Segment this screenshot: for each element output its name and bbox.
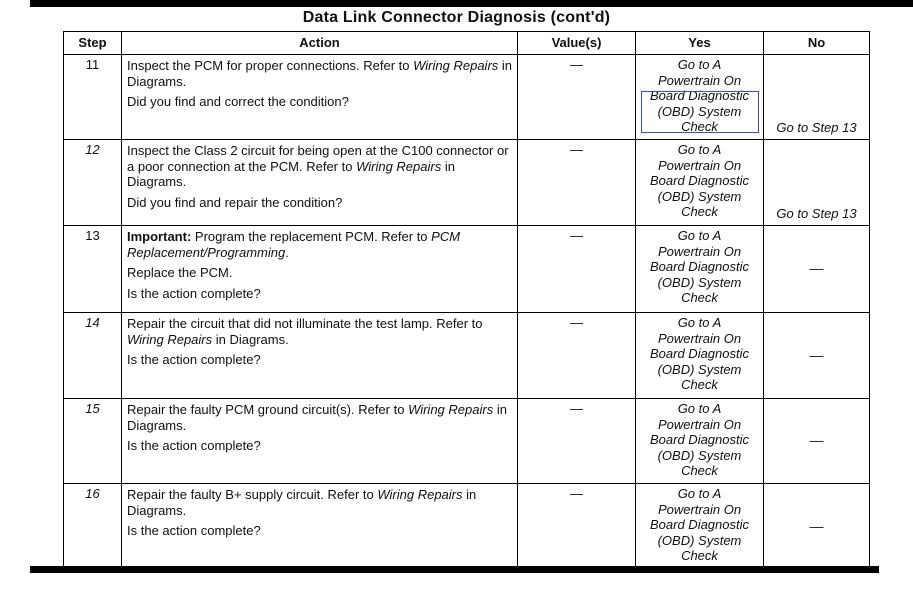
step-number-cell: 13 (64, 226, 122, 313)
action-cell (122, 55, 518, 140)
go-to-reference-line: Powertrain On (657, 72, 742, 88)
diagnosis-table-body (64, 55, 870, 570)
action-text: in Diagrams. (127, 158, 455, 189)
action-text: Is the action complete? (127, 285, 261, 301)
step-number-cell: 16 (64, 484, 122, 570)
action-paragraph (127, 523, 512, 539)
value-cell: — (518, 399, 636, 484)
step-number-cell: 14 (64, 313, 122, 399)
step-number-cell: 11 (64, 55, 122, 140)
action-text: Wiring Repairs (356, 158, 442, 174)
value-cell: — (518, 484, 636, 570)
table-header-row (64, 32, 870, 55)
go-to-reference-line: Powertrain On (657, 501, 742, 517)
go-to-reference-line: (OBD) System (657, 532, 742, 548)
no-cell: — (764, 484, 870, 570)
action-text: Program the replacement PCM. Refer to (191, 229, 432, 244)
action-paragraph (127, 438, 512, 454)
action-text: Replace the PCM. (127, 265, 233, 280)
column-header-no: No (764, 32, 870, 55)
action-text: in Diagrams. (127, 487, 477, 518)
go-to-reference-line: (OBD) System (657, 188, 742, 204)
action-text: in Diagrams. (127, 402, 507, 433)
action-cell (122, 140, 518, 226)
action-text: in Diagrams. (127, 58, 513, 89)
go-to-reference-line: (OBD) System (657, 361, 742, 377)
table-row (64, 140, 870, 226)
action-text: Inspect the PCM for proper connections. Refer to (127, 58, 414, 73)
no-cell: — (764, 226, 870, 313)
action-text: in Diagrams. (212, 331, 289, 347)
yes-cell (636, 399, 764, 484)
action-cell (122, 484, 518, 570)
go-to-reference-line: Board Diagnostic (650, 432, 749, 447)
action-paragraph (127, 195, 512, 211)
action-text: Inspect the Class 2 circuit for being open at the C100 connector or a poor connection at the PCM. Refer to (127, 143, 509, 174)
go-to-reference-line: Check (681, 377, 718, 392)
action-paragraph (127, 352, 512, 368)
step-number-cell: 15 (64, 399, 122, 484)
go-to-reference-line: Go to A (677, 486, 722, 501)
value-cell: — (518, 313, 636, 399)
action-cell (122, 313, 518, 399)
go-to-reference-line: Board Diagnostic (650, 346, 749, 361)
action-text: . (285, 244, 289, 260)
no-cell: — (764, 399, 870, 484)
go-to-reference-line: Powertrain On (657, 157, 742, 173)
go-to-reference-line: Go to A (677, 315, 722, 330)
go-to-reference-line: Board Diagnostic (650, 517, 749, 532)
no-cell: Go to Step 13 (764, 140, 870, 226)
value-cell: — (518, 140, 636, 226)
table-row (64, 313, 870, 399)
go-to-reference-line: (OBD) System (657, 103, 742, 119)
action-text: Wiring Repairs (408, 402, 494, 417)
table-row (64, 226, 870, 313)
go-to-reference-line: Go to A (677, 401, 722, 416)
column-header-action: Action (122, 32, 518, 55)
go-to-reference-line: Check (681, 204, 718, 219)
go-to-reference-line: Go to A (677, 228, 722, 243)
go-to-reference-line: Powertrain On (657, 416, 742, 432)
action-text: Is the action complete? (127, 438, 261, 453)
column-header-step: Step (64, 32, 122, 55)
action-text: Wiring Repairs (413, 58, 499, 73)
table-row (64, 399, 870, 484)
value-cell: — (518, 55, 636, 140)
bottom-divider-bar (30, 566, 879, 573)
column-header-yes: Yes (636, 32, 764, 55)
action-paragraph (127, 316, 512, 347)
column-header-values: Value(s) (518, 32, 636, 55)
action-paragraph (127, 265, 512, 281)
no-cell: — (764, 313, 870, 399)
action-paragraph (127, 143, 512, 190)
action-text: Repair the faulty B+ supply circuit. Refer to (127, 487, 378, 502)
action-paragraph (127, 286, 512, 302)
action-text: Wiring Repairs (127, 331, 213, 347)
no-cell: Go to Step 13 (764, 55, 870, 140)
go-to-reference-line: Board Diagnostic (650, 173, 749, 188)
go-to-reference-line: (OBD) System (657, 447, 742, 463)
action-paragraph (127, 487, 512, 518)
yes-cell (636, 484, 764, 570)
action-text: Did you find and correct the condition? (127, 94, 349, 109)
go-to-reference-line: Powertrain On (657, 243, 742, 259)
action-text: Did you find and repair the condition? (127, 194, 343, 210)
go-to-reference-line: Check (681, 463, 718, 478)
yes-cell (636, 313, 764, 399)
action-paragraph (127, 58, 512, 89)
action-text: Is the action complete? (127, 352, 261, 367)
action-paragraph (127, 229, 512, 260)
action-cell (122, 399, 518, 484)
action-text: Wiring Repairs (377, 487, 463, 502)
page-title: Data Link Connector Diagnosis (cont'd) (302, 9, 611, 26)
go-to-reference-line: Check (681, 119, 718, 134)
action-text: Repair the faulty PCM ground circuit(s). Refer to (127, 402, 409, 417)
action-text: Important: (127, 229, 192, 244)
action-cell (122, 226, 518, 313)
action-text: Is the action complete? (127, 523, 261, 538)
go-to-reference-line: Powertrain On (657, 330, 742, 346)
go-to-reference-line: Check (681, 548, 718, 563)
step-number-cell: 12 (64, 140, 122, 226)
diagnosis-table (63, 31, 870, 570)
go-to-reference-line: (OBD) System (657, 274, 742, 290)
go-to-reference-line: Go to A (677, 57, 722, 72)
go-to-reference-line: Board Diagnostic (650, 259, 749, 274)
action-text: Repair the circuit that did not illuminate the test lamp. Refer to (127, 316, 483, 331)
yes-cell (636, 140, 764, 226)
action-paragraph (127, 402, 512, 433)
yes-cell (636, 55, 764, 140)
action-paragraph (127, 94, 512, 110)
go-to-reference-line: Board Diagnostic (650, 88, 749, 103)
go-to-reference-line: Go to A (677, 142, 722, 157)
yes-cell (636, 226, 764, 313)
table-row (64, 55, 870, 140)
action-text: PCM Replacement/Programming (127, 229, 461, 260)
table-row (64, 484, 870, 570)
top-divider-bar (30, 0, 913, 7)
value-cell: — (518, 226, 636, 313)
go-to-reference-line: Check (681, 290, 718, 305)
